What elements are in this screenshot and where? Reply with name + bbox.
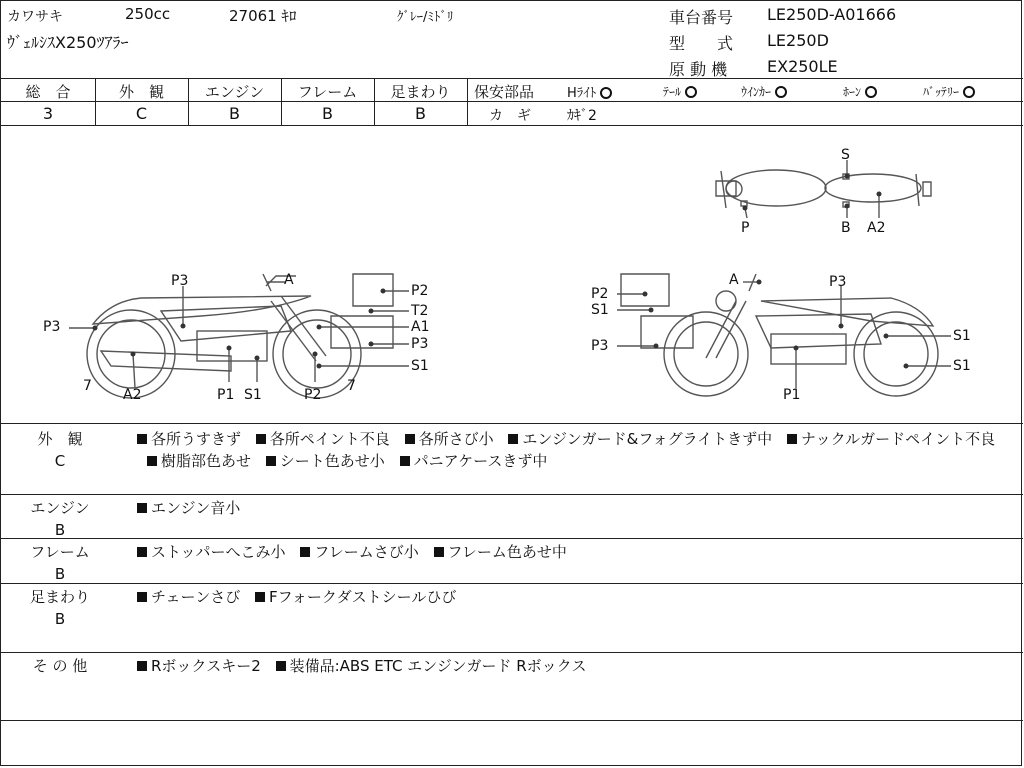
diagram-label: P3 xyxy=(171,273,189,289)
note-item: 各所さび小 xyxy=(418,430,494,448)
note-item: 各所うすきず xyxy=(151,430,242,448)
ok-circle-icon xyxy=(865,86,877,98)
safety-tail xyxy=(663,83,697,100)
engine-number-label: 原 動 機 xyxy=(669,60,728,79)
bullet-icon xyxy=(137,503,147,513)
ok-circle-icon xyxy=(600,87,612,99)
grade-engine-label: エンジン xyxy=(204,83,265,101)
bullet-icon xyxy=(137,592,147,602)
bullet-icon xyxy=(137,661,147,671)
bullet-icon xyxy=(508,434,518,444)
note-item: Rボックスキー2 xyxy=(151,657,261,675)
motorcycle-right-view xyxy=(621,274,938,396)
diagram-label: A1 xyxy=(411,319,430,335)
section-title: そ の 他 xyxy=(32,657,88,675)
section-divider xyxy=(1,720,1023,721)
section-divider xyxy=(1,538,1023,539)
section-label-exterior xyxy=(5,428,115,472)
section-grade: B xyxy=(54,565,66,583)
section-title: 足まわり xyxy=(29,588,90,606)
section-label-frame xyxy=(5,541,115,585)
grade-exterior-value: C xyxy=(135,104,148,123)
diagram-label: P xyxy=(741,220,750,236)
grade-exterior-label: 外 観 xyxy=(118,83,164,101)
model-code: LE250D xyxy=(767,31,829,50)
diagram-label: P3 xyxy=(591,338,609,354)
diagram-label: A2 xyxy=(123,387,142,403)
section-notes-engine xyxy=(137,497,1017,519)
safety-battery-label: ﾊﾞｯﾃﾘｰ xyxy=(923,85,960,99)
diagram-label: P2 xyxy=(304,387,322,403)
header-divider xyxy=(1,78,1023,79)
diagram-label: 7 xyxy=(83,378,92,394)
safety-battery xyxy=(923,83,975,100)
grade-frame-value: B xyxy=(322,104,333,123)
safety-parts-title: 保安部品 xyxy=(474,83,535,101)
note-item: 各所ペイント不良 xyxy=(269,430,390,448)
note-item: 樹脂部色あせ xyxy=(161,452,252,470)
ok-circle-icon xyxy=(685,86,697,98)
diagram-label: S xyxy=(841,147,850,163)
key-label: カ ギ xyxy=(489,108,531,124)
section-divider xyxy=(1,494,1023,495)
diagram-label: T2 xyxy=(411,303,429,319)
engine-number: EX250LE xyxy=(767,57,838,76)
section-title: 外 観 xyxy=(37,430,83,448)
note-item: エンジンガード&フォグライトきず中 xyxy=(522,430,773,448)
bullet-icon xyxy=(276,661,286,671)
bullet-icon xyxy=(400,456,410,466)
bullet-icon xyxy=(266,456,276,466)
section-notes-frame xyxy=(137,541,1017,563)
safety-horn xyxy=(843,83,877,100)
grade-suspension-value: B xyxy=(415,104,426,123)
frame-number: LE250D-A01666 xyxy=(767,5,897,24)
diagram-label: P2 xyxy=(411,283,429,299)
diagram-label: B xyxy=(841,220,851,236)
diagram-label: P3 xyxy=(411,336,429,352)
diagram-label: P3 xyxy=(829,274,847,290)
model-code-label: 型 式 xyxy=(669,34,734,53)
displacement: 250cc xyxy=(125,5,171,23)
bullet-icon xyxy=(137,547,147,557)
diagram-label: S1 xyxy=(953,358,971,374)
ok-circle-icon xyxy=(775,86,787,98)
diagram-label: S1 xyxy=(244,387,262,403)
bullet-icon xyxy=(137,434,147,444)
section-label-other xyxy=(5,655,115,677)
bullet-icon xyxy=(300,547,310,557)
mileage: 27061 ｷﾛ xyxy=(229,7,297,25)
grade-frame-label: フレーム xyxy=(297,83,358,101)
section-grade: C xyxy=(54,452,66,470)
note-item: 装備品:ABS ETC エンジンガード Rボックス xyxy=(289,657,587,675)
diagram-bottom-divider xyxy=(1,423,1023,424)
grade-suspension-label: 足まわり xyxy=(390,83,451,101)
section-divider xyxy=(1,583,1023,584)
frame-number-label: 車台番号 xyxy=(669,8,734,27)
section-title: フレーム xyxy=(30,543,90,561)
diagram-label: A2 xyxy=(867,220,886,236)
maker: カワサキ xyxy=(7,9,63,25)
note-item: パニアケースきず中 xyxy=(413,452,548,470)
model-name: ｳﾞｪﾙｼｽX250ﾂｱﾗｰ xyxy=(7,33,129,52)
note-item: フレームさび小 xyxy=(314,543,419,561)
note-item: ナックルガードペイント不良 xyxy=(800,430,996,448)
note-item: チェーンさび xyxy=(151,588,241,606)
bullet-icon xyxy=(256,434,266,444)
motorcycle-diagram xyxy=(1,126,1021,423)
bullet-icon xyxy=(434,547,444,557)
safety-headlight-label: Hﾗｲﾄ xyxy=(567,86,597,101)
diagram-label: P3 xyxy=(43,319,61,335)
ok-circle-icon xyxy=(963,86,975,98)
bullet-icon xyxy=(147,456,157,466)
bullet-icon xyxy=(405,434,415,444)
safety-midline xyxy=(467,101,1023,102)
section-grade: B xyxy=(54,521,66,539)
section-divider xyxy=(1,652,1023,653)
diagram-label: A xyxy=(729,272,739,288)
grade-overall-label: 総 合 xyxy=(25,83,71,101)
note-item: フレーム色あせ中 xyxy=(447,543,567,561)
grade-engine-value: B xyxy=(229,104,240,123)
diagram-label: 7 xyxy=(347,378,356,394)
note-item: シート色あせ小 xyxy=(279,452,385,470)
diagram-label: S1 xyxy=(591,302,609,318)
grade-overall-value: 3 xyxy=(42,104,54,123)
section-notes-exterior xyxy=(137,428,1017,472)
note-item: Fフォークダストシールひび xyxy=(269,588,457,606)
diagram-label: S1 xyxy=(953,328,971,344)
safety-tail-label: ﾃｰﾙ xyxy=(663,85,682,99)
color: ｸﾞﾚｰ/ﾐﾄﾞﾘ xyxy=(397,10,454,25)
section-notes-other xyxy=(137,655,1017,677)
safety-headlight xyxy=(567,82,612,101)
section-notes-suspension xyxy=(137,586,1017,608)
motorcycle-top-view xyxy=(716,170,931,208)
bullet-icon xyxy=(255,592,265,602)
key-value: ｶｷﾞ2 xyxy=(567,108,597,124)
note-item: エンジン音小 xyxy=(151,499,241,517)
section-label-engine xyxy=(5,497,115,541)
diagram-label: P1 xyxy=(217,387,235,403)
section-title: エンジン xyxy=(30,499,90,517)
diagram-label: A xyxy=(284,272,294,288)
bullet-icon xyxy=(787,434,797,444)
safety-winker-label: ｳｲﾝｶｰ xyxy=(741,85,772,99)
diagram-label: S1 xyxy=(411,358,429,374)
diagram-label: P2 xyxy=(591,286,609,302)
safety-horn-label: ﾎｰﾝ xyxy=(843,85,862,99)
diagram-label: P1 xyxy=(783,387,801,403)
note-item: ストッパーへこみ小 xyxy=(151,543,286,561)
section-grade: B xyxy=(54,610,66,628)
safety-winker xyxy=(741,83,787,100)
section-label-suspension xyxy=(5,586,115,630)
